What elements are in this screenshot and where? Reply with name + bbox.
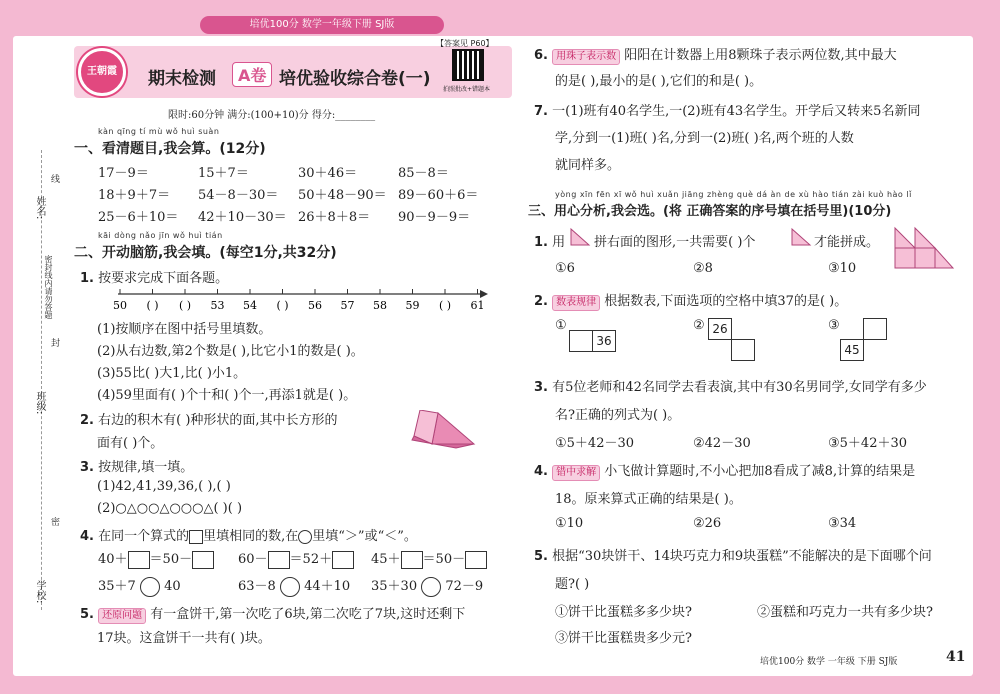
s3q4-opt2: ②26	[693, 516, 722, 531]
title-part1: 期末检测	[148, 69, 216, 89]
side-name-label: 姓名:	[34, 196, 45, 220]
s3q5-a: 根据“30块饼干、14块巧克力和9块蛋糕”不能解决的是下面哪个问	[552, 549, 932, 564]
number-line-label: 58	[373, 299, 387, 312]
q3-b: (2)○△○○△○○○△( )( )	[97, 501, 243, 516]
q5-line1: 有一盒饼干,第一次吃了6块,第二次吃了7块,这时还剩下	[150, 607, 466, 622]
composite-shape	[893, 226, 955, 272]
square-icon	[189, 530, 203, 544]
s3q1-b: 拼右面的图形,一共需要( )个	[594, 235, 756, 250]
s3q3-a: 有5位老师和42名同学去看表演,其中有30名男同学,女同学有多少	[552, 380, 927, 395]
q4-r2a-left: 35＋7	[98, 579, 136, 594]
q4-r1b-mid: ＝52＋	[289, 552, 333, 567]
q3-number: 3.	[80, 460, 94, 475]
s3q3-number: 3.	[534, 380, 548, 395]
q1-text: 按要求完成下面各题。	[98, 271, 229, 286]
seal-mark-mi: 密	[51, 518, 61, 528]
s3q1-opt2: ②8	[693, 261, 713, 276]
q1-b: (2)从右边数,第2个数是( ),比它小1的数是( )。	[97, 344, 364, 359]
s2-pinyin: kāi dòng nǎo jīn wǒ huì tián	[98, 231, 223, 240]
q2-line2: 面有( )个。	[97, 436, 164, 451]
q1-c: (3)55比( )大1,比( )小1。	[97, 366, 247, 381]
q4-number: 4.	[80, 529, 94, 544]
s3q2-number: 2.	[534, 294, 548, 309]
s3q4-opt1: ①10	[555, 516, 584, 531]
q6-line1: 阳阳在计数器上用8颗珠子表示两位数,其中最大	[624, 48, 897, 63]
side-class-label: 班级:	[34, 391, 45, 415]
q6-number: 6.	[534, 48, 548, 63]
seal-notice: 密封线内请勿答题	[44, 255, 53, 319]
s3q3-opt3: ③5＋42＋30	[828, 436, 908, 451]
top-banner: 培优100分 数学一年级下册 SJ版	[200, 16, 444, 34]
s1-pinyin: kàn qīng tí mù wǒ huì suàn	[98, 127, 220, 136]
s3q4-tag: 错中求解	[552, 465, 600, 481]
calc-r2c1: 18＋9＋7＝	[98, 188, 171, 203]
calc-r3c4: 90－9－9＝	[398, 210, 471, 225]
number-line-label: 54	[243, 299, 257, 312]
s3q1-number: 1.	[534, 235, 548, 250]
q4-r1a-mid: ＝50－	[149, 552, 193, 567]
number-line-label: 56	[308, 299, 322, 312]
q6-line2: 的是( ),最小的是( ),它们的和是( )。	[555, 74, 763, 89]
s3q5-number: 5.	[534, 549, 548, 564]
q4-r1c-box2[interactable]	[465, 551, 487, 569]
footer-text: 培优100分 数学 一年级 下册 SJ版	[760, 657, 898, 667]
calc-r1c1: 17－9＝	[98, 166, 149, 181]
s3q1-opt3: ③10	[828, 261, 857, 276]
qr-code-icon	[452, 49, 484, 81]
grid-c-45: 45	[840, 339, 864, 361]
calc-r1c4: 85－8＝	[398, 166, 449, 181]
answer-ref: 【答案见 P60】	[436, 39, 494, 48]
q4-r2a-circle[interactable]	[140, 577, 160, 597]
q5-tag: 还原问题	[98, 608, 146, 624]
q3-a: (1)42,41,39,36,( ),( )	[97, 479, 231, 494]
number-line-label: 53	[210, 299, 225, 312]
q4-r2a-right: 40	[164, 579, 181, 594]
q4-r1b-box2[interactable]	[332, 551, 354, 569]
calc-r1c2: 15＋7＝	[198, 166, 249, 181]
calc-r2c3: 50＋48－90＝	[298, 188, 387, 203]
number-line-label: ( )	[438, 299, 452, 312]
s3q5-b: 题?( )	[555, 577, 590, 592]
q4-r2b-right: 44＋10	[304, 579, 351, 594]
s2-title: 二、开动脑筋,我会填。(每空1分,共32分)	[74, 245, 337, 261]
circle-icon	[298, 530, 312, 544]
s3q2-opt2: ②	[693, 318, 705, 333]
seal-mark-xian: 线	[51, 175, 61, 185]
q4-r2c-left: 35＋30	[371, 579, 418, 594]
q7-line2: 学,分到一(1)班( )名,分到一(2)班( )名,两个班的人数	[555, 131, 854, 146]
number-line-label: 50	[113, 299, 127, 312]
q7-line3: 就同样多。	[555, 158, 621, 173]
q4-r2c-circle[interactable]	[421, 577, 441, 597]
qr-caption: 拍照批改+错题本	[443, 86, 491, 93]
s3q3-b: 名?正确的列式为( )。	[555, 408, 681, 423]
q5-number: 5.	[80, 607, 94, 622]
q4-r2c-right: 72－9	[445, 579, 484, 594]
q4-r1a-left: 40＋	[98, 552, 128, 567]
s3q1-c: 才能拼成。	[814, 235, 880, 250]
grid-b-26: 26	[708, 318, 732, 340]
s3q3-opt1: ①5＋42－30	[555, 436, 635, 451]
small-triangle-icon	[569, 227, 591, 247]
q4-r2b-left: 63－8	[238, 579, 276, 594]
q4-r1b-box1[interactable]	[268, 551, 290, 569]
q3-text: 按规律,填一填。	[98, 460, 194, 475]
title-part2: 培优验收综合卷(一)	[279, 69, 431, 89]
triangular-prism-icon	[408, 410, 480, 450]
q4-r1c-left: 45＋	[371, 552, 401, 567]
small-triangle-icon-2	[790, 227, 812, 247]
grid-a-empty	[569, 330, 593, 352]
q4-r1a-box2[interactable]	[192, 551, 214, 569]
q4-t3: 里填“＞”或“＜”。	[312, 529, 417, 544]
q2-line1: 右边的积木有( )种形状的面,其中长方形的	[98, 413, 338, 428]
seal-mark-feng: 封	[51, 339, 61, 349]
number-line-label: 61	[470, 299, 485, 312]
q4-r1c-mid: ＝50－	[422, 552, 466, 567]
s3-title: 三、用心分析,我会选。(将 正确答案的序号填在括号里)(10分)	[528, 204, 892, 219]
q5-line2: 17块。这盒饼干一共有( )块。	[97, 631, 271, 646]
number-line-label: 59	[405, 299, 420, 312]
q7-number: 7.	[534, 104, 548, 119]
s3q4-b: 18。原来算式正确的结果是( )。	[555, 492, 742, 507]
s3q3-opt2: ②42－30	[693, 436, 751, 451]
s3q1-opt1: ①6	[555, 261, 575, 276]
q4-r1b-left: 60－	[238, 552, 268, 567]
q1-d: (4)59里面有( )个十和( )个一,再添1就是( )。	[97, 388, 357, 403]
number-line-label: 57	[340, 299, 355, 312]
grid-a-36: 36	[592, 330, 616, 352]
brand-logo	[78, 48, 126, 96]
number-line-label: ( )	[178, 299, 192, 312]
s3q2-text: 根据数表,下面选项的空格中填37的是( )。	[604, 294, 848, 309]
q4-t1: 在同一个算式的	[98, 529, 190, 544]
q7-line1: 一(1)班有40名学生,一(2)班有43名学生。开学后又转来5名新同	[552, 104, 921, 119]
q4-r1c-box1[interactable]	[401, 551, 423, 569]
s3q1-a: 用	[552, 235, 566, 250]
number-line	[100, 282, 500, 314]
s1-title: 一、看清题目,我会算。(12分)	[74, 141, 266, 157]
s3q5-opt3: ③饼干比蛋糕贵多少元?	[555, 631, 692, 646]
s3q5-opt1: ①饼干比蛋糕多多少块?	[555, 605, 692, 620]
exam-meta: 限时:60分钟 满分:(100+10)分 得分:________	[168, 110, 376, 121]
side-school-label: 学校:	[34, 580, 45, 604]
calc-r1c3: 30＋46＝	[298, 166, 358, 181]
q6-tag: 用珠子表示数	[552, 49, 620, 65]
number-line-label: ( )	[276, 299, 289, 312]
calc-r3c1: 25－6＋10＝	[98, 210, 179, 225]
q2-number: 2.	[80, 413, 94, 428]
grid-b-empty	[731, 339, 755, 361]
title-badge: A卷	[232, 62, 272, 87]
grid-c-empty	[863, 318, 887, 340]
q4-r2b-circle[interactable]	[280, 577, 300, 597]
calc-r3c2: 42＋10－30＝	[198, 210, 287, 225]
s3-pinyin: yòng xīn fēn xī wǒ huì xuǎn jiāng zhèng què dá àn de xù hào tián zài kuò hào lǐ	[555, 190, 912, 199]
s3q2-opt1: ①	[555, 318, 567, 333]
q4-r1a-box1[interactable]	[128, 551, 150, 569]
s3q2-opt3: ③	[828, 318, 840, 333]
calc-r3c3: 26＋8＋8＝	[298, 210, 371, 225]
calc-r2c2: 54－8－30＝	[198, 188, 279, 203]
s3q4-a: 小飞做计算题时,不小心把加8看成了减8,计算的结果是	[604, 464, 916, 479]
q1-number: 1.	[80, 271, 94, 286]
s3q5-opt2: ②蛋糕和巧克力一共有多少块?	[757, 605, 933, 620]
q1-a: (1)按顺序在图中括号里填数。	[97, 322, 272, 337]
page-number: 41	[946, 649, 966, 665]
logo-text: 王朝霞	[87, 66, 117, 77]
number-line-label: ( )	[146, 299, 159, 312]
calc-r2c4: 89－60＋6＝	[398, 188, 479, 203]
s3q4-opt3: ③34	[828, 516, 857, 531]
s3q2-tag: 数表规律	[552, 295, 600, 311]
s3q4-number: 4.	[534, 464, 548, 479]
q4-t2: 里填相同的数,在	[203, 529, 299, 544]
